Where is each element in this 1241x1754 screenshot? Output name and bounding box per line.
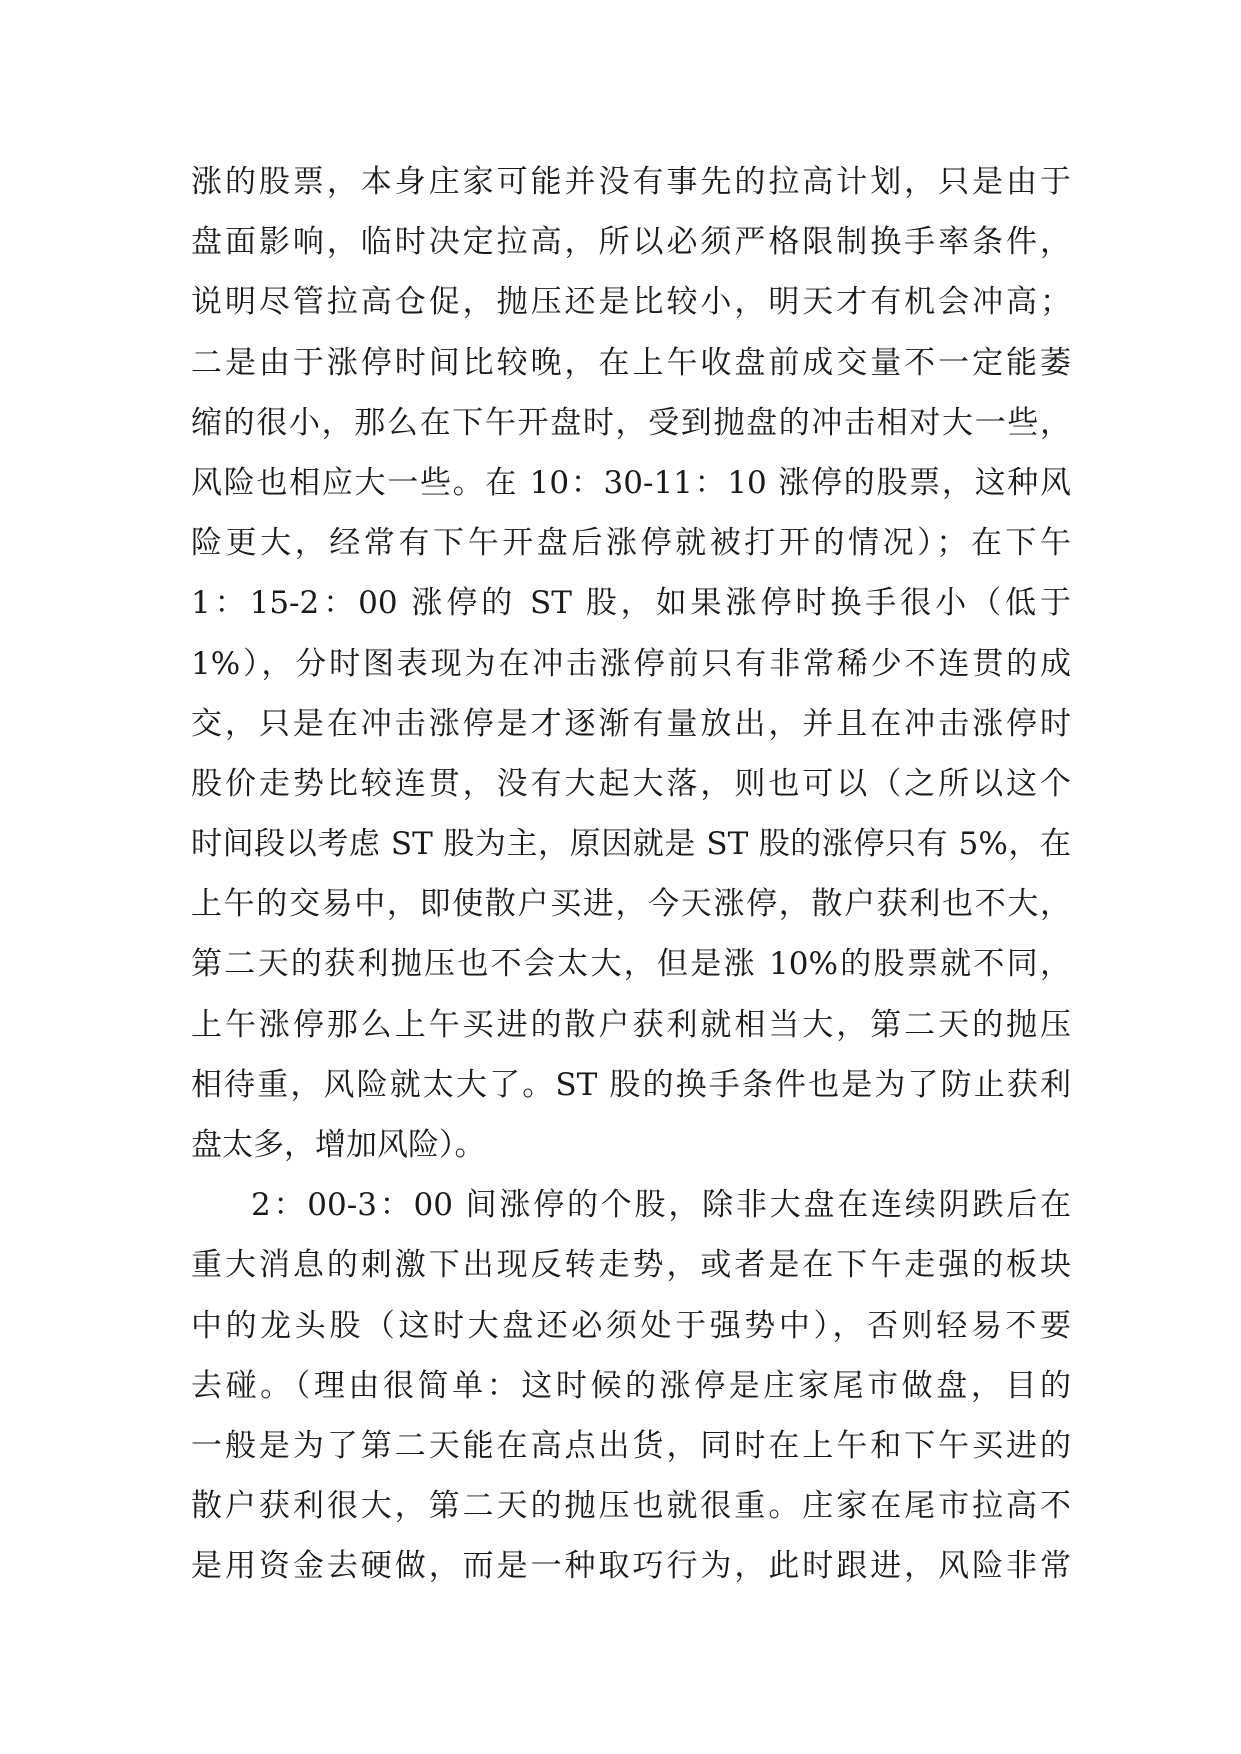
document-body — [191, 152, 1071, 1597]
text-line: 时间段以考虑 ST 股为主，原因就是 ST 股的涨停只有 5%，在 — [191, 826, 1071, 863]
text-line: 盘面影响，临时决定拉高，所以必须严格限制换手率条件， — [191, 224, 1071, 261]
text-line: 二是由于涨停时间比较晚，在上午收盘前成交量不一定能萎 — [191, 344, 1071, 381]
text-line: 一般是为了第二天能在高点出货，同时在上午和下午买进的 — [191, 1427, 1071, 1464]
text-line: 涨的股票，本身庄家可能并没有事先的拉高计划，只是由于 — [191, 164, 1071, 200]
text-line: 说明尽管拉高仓促，抛压还是比较小，明天才有机会冲高； — [191, 284, 1071, 321]
text-line: 是用资金去硬做，而是一种取巧行为，此时跟进，风险非常 — [191, 1548, 1071, 1585]
text-line: 交，只是在冲击涨停是才逐渐有量放出，并且在冲击涨停时 — [191, 705, 1071, 742]
text-line: 1%），分时图表现为在冲击涨停前只有非常稀少不连贯的成 — [191, 645, 1071, 682]
paragraph-first-line: 2：00-3：00 间涨停的个股，除非大盘在连续阴跌后在 — [251, 1187, 1071, 1224]
text-line: 上午涨停那么上午买进的散户获利就相当大，第二天的抛压 — [191, 1006, 1071, 1043]
text-line: 上午的交易中，即使散户买进，今天涨停，散户获利也不大， — [191, 886, 1071, 923]
text-line: 重大消息的刺激下出现反转走势，或者是在下午走强的板块 — [191, 1247, 1071, 1284]
text-line: 1：15-2：00 涨停的 ST 股，如果涨停时换手很小（低于 — [191, 585, 1071, 622]
text-line: 相待重，风险就太大了。ST 股的换手条件也是为了防止获利 — [191, 1066, 1071, 1103]
text-line: 股价走势比较连贯，没有大起大落，则也可以（之所以这个 — [191, 765, 1071, 802]
text-line: 中的龙头股（这时大盘还必须处于强势中），否则轻易不要 — [191, 1307, 1071, 1344]
text-line: 去碰。（理由很简单：这时候的涨停是庄家尾市做盘，目的 — [191, 1367, 1071, 1404]
text-line: 风险也相应大一些。在 10：30-11：10 涨停的股票，这种风 — [191, 464, 1071, 501]
text-line: 第二天的获利抛压也不会太大，但是涨 10%的股票就不同， — [191, 946, 1071, 983]
text-line: 险更大，经常有下午开盘后涨停就被打开的情况）；在下午 — [191, 525, 1071, 562]
text-line: 盘太多，增加风险）。 — [191, 1127, 486, 1163]
text-line: 散户获利很大，第二天的抛压也就很重。庄家在尾市拉高不 — [191, 1488, 1071, 1525]
text-line: 缩的很小，那么在下午开盘时，受到抛盘的冲击相对大一些， — [191, 404, 1071, 441]
